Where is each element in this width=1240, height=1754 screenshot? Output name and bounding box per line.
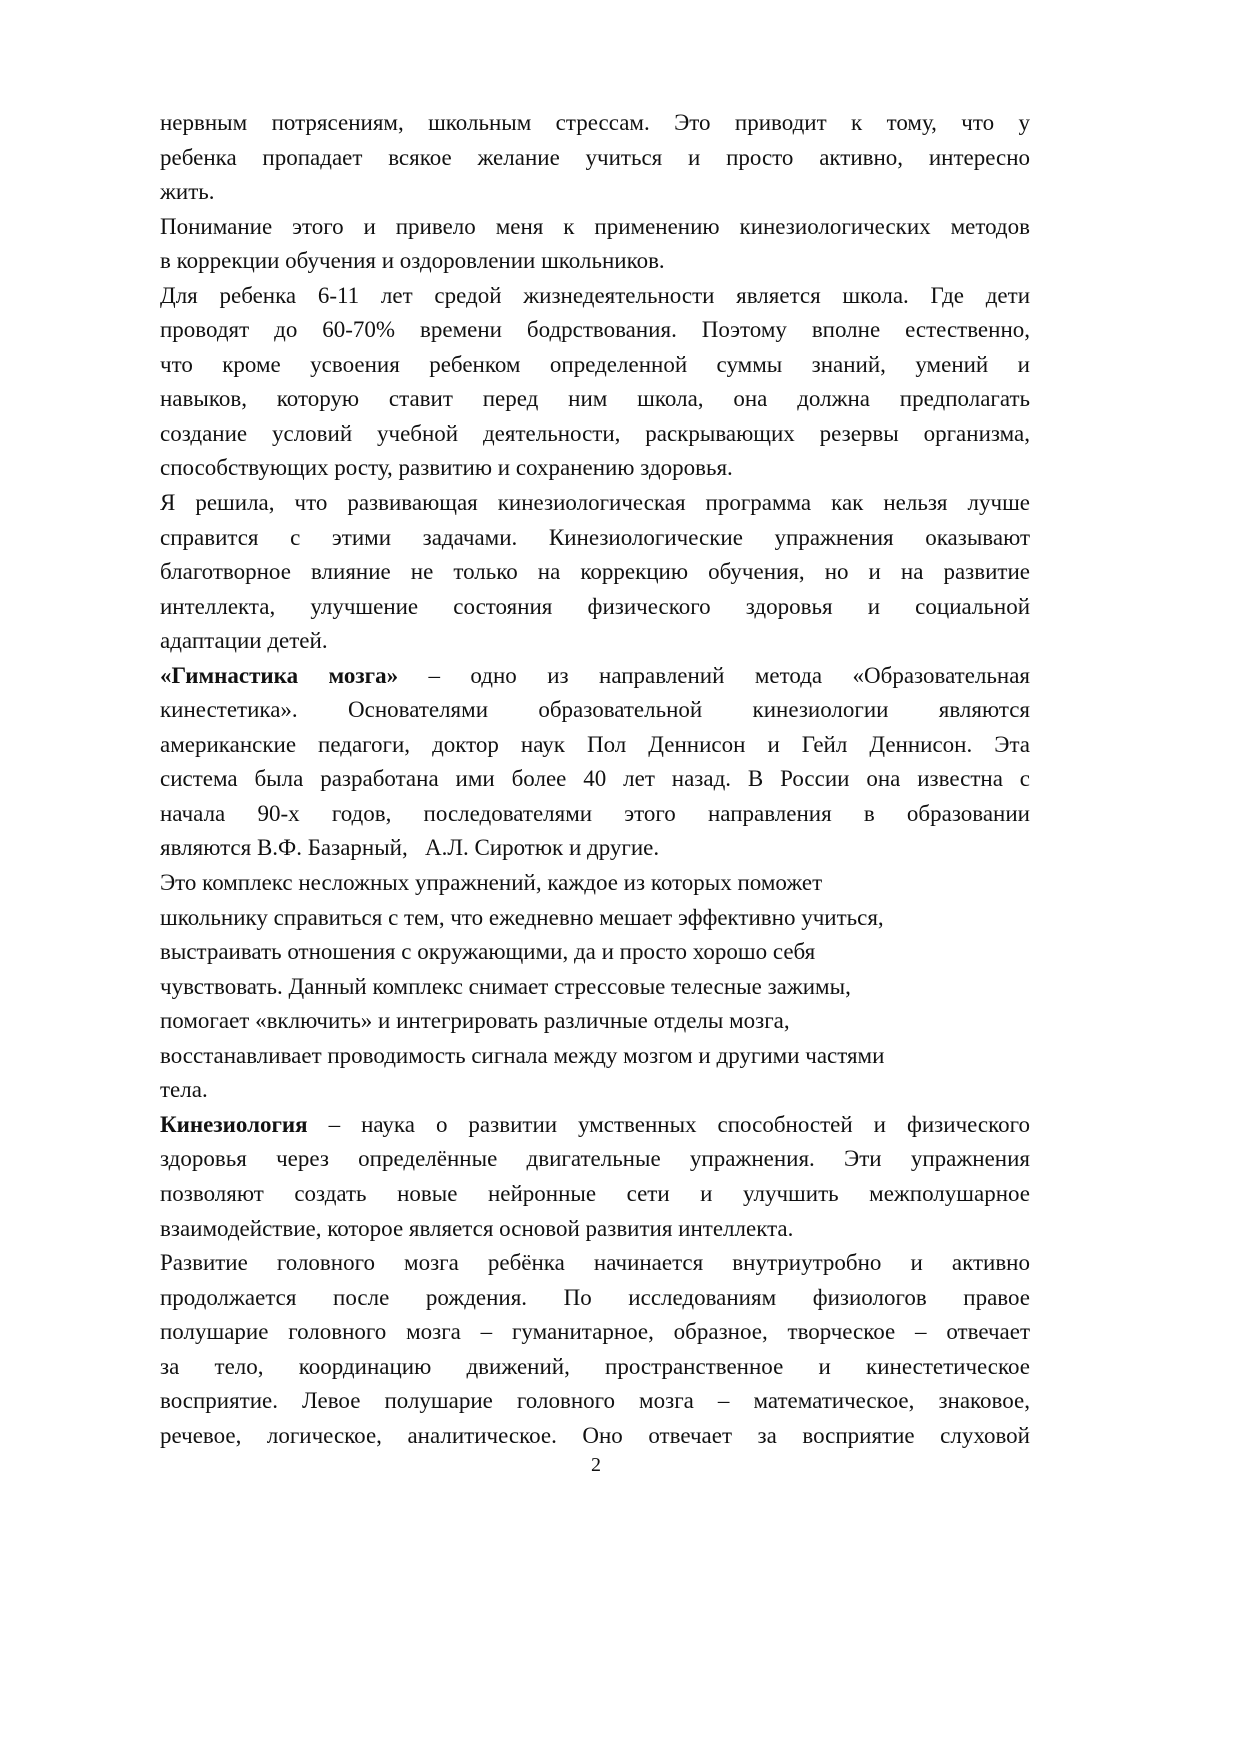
text-line — [160, 1142, 1030, 1177]
document-body — [160, 106, 1030, 1453]
line-text: речевое, логическое, аналитическое. Оно отвечает за восприятие слуховой — [160, 1422, 1030, 1448]
text-line — [160, 1281, 1030, 1316]
text-line — [160, 866, 1030, 901]
text-line — [160, 659, 1030, 694]
line-text: позволяют создать новые нейронные сети и улучшить межполушарное — [160, 1180, 1030, 1206]
line-text: Это комплекс несложных упражнений, каждое из которых поможет — [160, 870, 823, 896]
line-text: здоровья через определённые двигательные упражнения. Эти упражнения — [160, 1146, 1030, 1172]
line-text: система была разработана ими более 40 лет назад. В России она известна с — [160, 766, 1030, 792]
line-text: являются В.Ф. Базарный, А.Л. Сиротюк и другие. — [160, 835, 660, 861]
text-line — [160, 1419, 1030, 1454]
line-text: проводят до 60-70% времени бодрствования. Поэтому вполне естественно, — [160, 317, 1030, 343]
text-line — [160, 693, 1030, 728]
line-text: Для ребенка 6-11 лет средой жизнедеятельности является школа. Где дети — [160, 282, 1030, 308]
line-text: Я решила, что развивающая кинезиологическая программа как нельзя лучше — [160, 490, 1030, 516]
text-line — [160, 106, 1030, 141]
paragraph — [160, 866, 1030, 1108]
line-text: взаимодействие, которое является основой развития интеллекта. — [160, 1215, 794, 1241]
text-line — [160, 935, 1030, 970]
line-text: жить. — [160, 179, 215, 205]
line-text: справится с этими задачами. Кинезиологические упражнения оказывают — [160, 524, 1030, 550]
line-text: – наука о развитии умственных способностей и физического — [307, 1111, 1030, 1137]
line-text: американские педагоги, доктор наук Пол Деннисон и Гейл Деннисон. Эта — [160, 731, 1030, 757]
paragraph — [160, 106, 1030, 210]
text-line — [160, 1246, 1030, 1281]
text-line — [160, 1212, 1030, 1247]
text-line — [160, 762, 1030, 797]
line-text: выстраивать отношения с окружающими, да и просто хорошо себя — [160, 939, 816, 965]
text-line — [160, 382, 1030, 417]
line-text: – одно из направлений метода «Образовательная — [398, 662, 1031, 688]
text-line — [160, 1039, 1030, 1074]
line-text: навыков, которую ставит перед ним школа, она должна предполагать — [160, 386, 1030, 412]
text-line — [160, 313, 1030, 348]
line-text: восприятие. Левое полушарие головного мозга – математическое, знаковое, — [160, 1388, 1030, 1414]
line-text: Развитие головного мозга ребёнка начинается внутриутробно и активно — [160, 1250, 1030, 1276]
paragraph — [160, 210, 1030, 279]
line-text: школьнику справиться с тем, что ежедневно мешает эффективно учиться, — [160, 904, 884, 930]
text-line — [160, 486, 1030, 521]
text-line — [160, 831, 1030, 866]
line-text: полушарие головного мозга – гуманитарное, образное, творческое – отвечает — [160, 1319, 1030, 1345]
text-line — [160, 797, 1030, 832]
text-line — [160, 1177, 1030, 1212]
line-text: что кроме усвоения ребенком определенной суммы знаний, умений и — [160, 351, 1030, 377]
line-text: продолжается после рождения. По исследованиям физиологов правое — [160, 1284, 1030, 1310]
line-text: восстанавливает проводимость сигнала между мозгом и другими частями — [160, 1042, 885, 1068]
text-line — [160, 590, 1030, 625]
line-text: тела. — [160, 1077, 208, 1103]
paragraph — [160, 1108, 1030, 1246]
text-line — [160, 141, 1030, 176]
line-text: адаптации детей. — [160, 628, 328, 654]
text-line — [160, 175, 1030, 210]
paragraph — [160, 486, 1030, 659]
text-line — [160, 1073, 1030, 1108]
line-text: чувствовать. Данный комплекс снимает стрессовые телесные зажимы, — [160, 973, 851, 999]
text-line — [160, 244, 1030, 279]
text-line — [160, 210, 1030, 245]
text-line — [160, 521, 1030, 556]
text-line — [160, 451, 1030, 486]
line-text: начала 90-х годов, последователями этого направления в образовании — [160, 800, 1030, 826]
text-line — [160, 1004, 1030, 1039]
text-line — [160, 417, 1030, 452]
bold-term: «Гимнастика мозга» — [160, 662, 399, 688]
line-text: в коррекции обучения и оздоровлении школьников. — [160, 248, 665, 274]
text-line — [160, 624, 1030, 659]
text-line — [160, 1108, 1030, 1143]
text-line — [160, 728, 1030, 763]
text-line — [160, 970, 1030, 1005]
text-line — [160, 1384, 1030, 1419]
text-line — [160, 348, 1030, 383]
page-number: 2 — [591, 1454, 601, 1476]
text-line — [160, 1350, 1030, 1385]
text-line — [160, 901, 1030, 936]
line-text: благотворное влияние не только на коррекцию обучения, но и на развитие — [160, 559, 1030, 585]
line-text: способствующих росту, развитию и сохранению здоровья. — [160, 455, 733, 481]
line-text: за тело, координацию движений, пространственное и кинестетическое — [160, 1353, 1030, 1379]
line-text: ребенка пропадает всякое желание учиться и просто активно, интересно — [160, 144, 1030, 170]
bold-term: Кинезиология — [160, 1111, 308, 1137]
paragraph — [160, 279, 1030, 486]
line-text: помогает «включить» и интегрировать различные отделы мозга, — [160, 1008, 790, 1034]
text-line — [160, 555, 1030, 590]
line-text: кинестетика». Основателями образовательной кинезиологии являются — [160, 697, 1030, 723]
paragraph — [160, 1246, 1030, 1453]
line-text: создание условий учебной деятельности, раскрывающих резервы организма, — [160, 420, 1030, 446]
line-text: интеллекта, улучшение состояния физического здоровья и социальной — [160, 593, 1030, 619]
text-line — [160, 1315, 1030, 1350]
line-text: нервным потрясениям, школьным стрессам. Это приводит к тому, что у — [160, 110, 1030, 135]
text-line — [160, 279, 1030, 314]
paragraph — [160, 659, 1030, 866]
line-text: Понимание этого и привело меня к применению кинезиологических методов — [160, 213, 1030, 239]
